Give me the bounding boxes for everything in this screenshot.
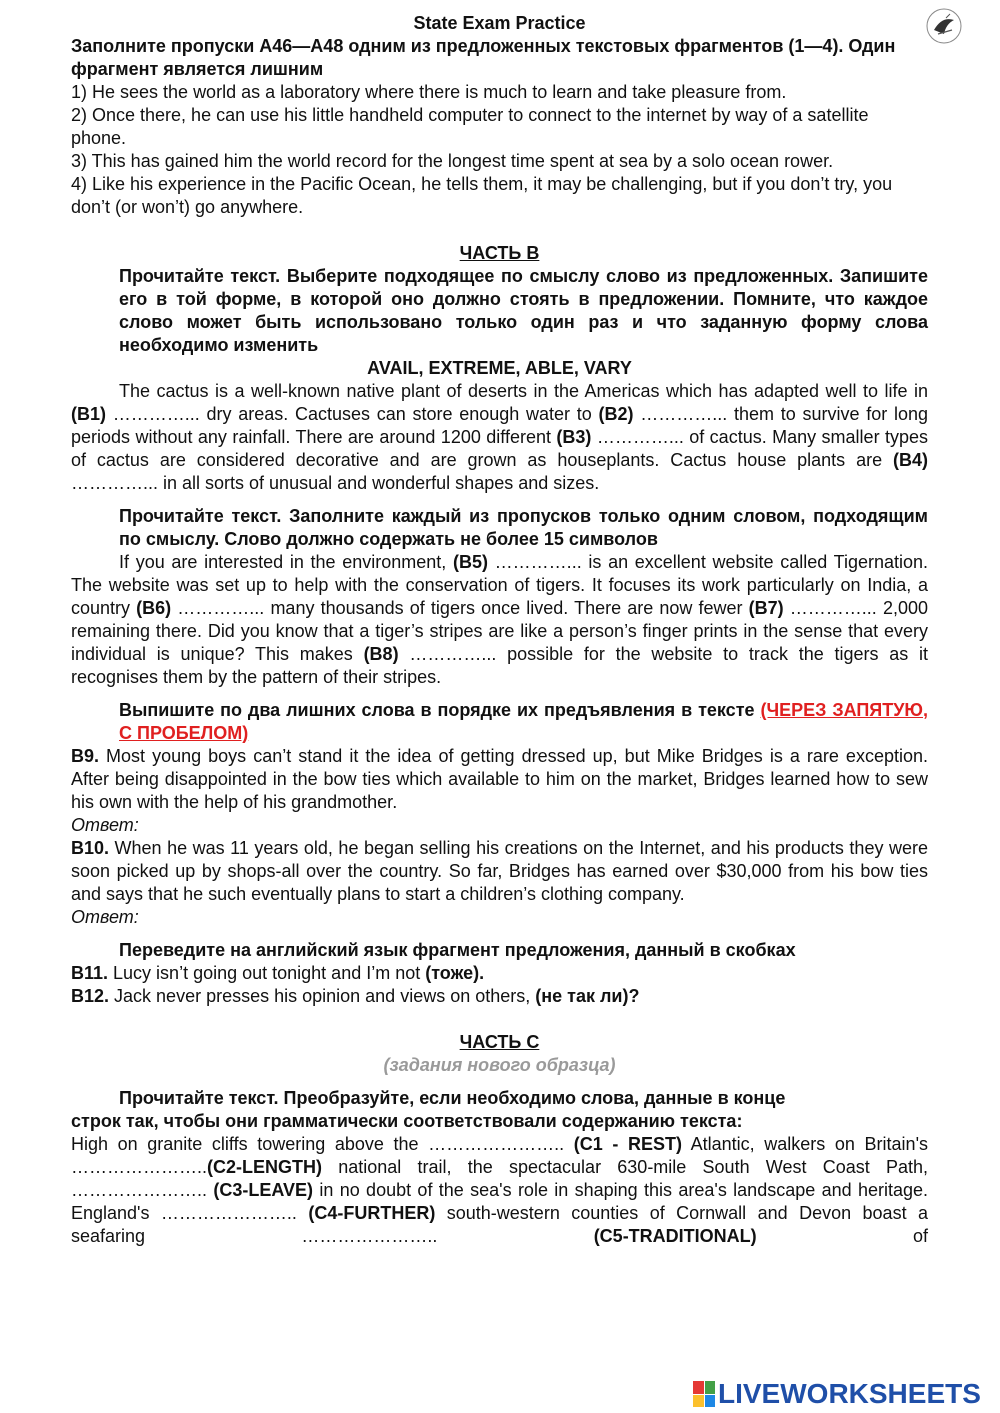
b11-text: Lucy isn’t going out tonight and I’m not <box>108 963 426 983</box>
task2-text-part: …………... many thousands of tigers once lived. There are now fewer <box>171 598 749 618</box>
gap-c2: (C2-LENGTH) <box>207 1157 323 1177</box>
b9-paragraph <box>71 745 928 814</box>
part-b-heading-text: ЧАСТЬ В <box>459 243 540 263</box>
part-c-instruction-line1: Прочитайте текст. Преобразуйте, если необходимо слова, данные в конце <box>119 1088 786 1108</box>
task1-text-part: The cactus is a well-known native plant of deserts in the Americas which has adapted well to life in <box>119 381 928 401</box>
b12-paragraph <box>71 985 928 1008</box>
a-section-instruction: Заполните пропуски А46—А48 одним из предложенных текстовых фрагментов (1—4). Один фрагмент является лишним <box>71 36 896 79</box>
part-c-heading-text: ЧАСТЬ С <box>459 1032 540 1052</box>
task2-text-part: …………... is an excellent website called Tigernation. The website was set up to help with the conservation of tigers. It focuses its work particularly on India, a country <box>71 552 928 618</box>
part-c-text-part: High on granite cliffs towering above the ………………….. <box>71 1134 574 1154</box>
a-option-2: 2) Once there, he can use his little handheld computer to connect to the internet by way of a satellite phone. <box>71 105 869 148</box>
b10-text: When he was 11 years old, he began selling his creations on the Internet, and his products they were soon picked up by shops-all over the country. So far, Bridges has earned over $30,000 from his bow ties and says that he such eventually plans to start a children’s clothing company. <box>71 838 928 904</box>
task3-instruction-text: Выпишите по два лишних слова в порядке их предъявления в тексте <box>119 700 761 720</box>
liveworksheets-badge-icon <box>693 1381 715 1407</box>
part-c-text-part: south-western counties of Cornwall and Devon boast a seafaring ………………….. <box>71 1203 929 1246</box>
task2-text <box>71 551 928 689</box>
task2-instruction: Прочитайте текст. Заполните каждый из пропусков только одним словом, подходящим по смыслу. Слово должно содержать не более 15 символов <box>119 506 928 549</box>
liveworksheets-brand-text: LIVEWORKSHEETS <box>718 1378 981 1409</box>
task2-text-part: If you are interested in the environment, <box>119 552 453 572</box>
gap-b2: (B2) <box>598 404 634 424</box>
b11-bold: (тоже). <box>425 963 485 983</box>
worksheet-content <box>71 12 928 1248</box>
part-c-text-part: in no doubt of the sea's role in shaping this area's landscape and heritage. England's ………………….. <box>71 1180 928 1223</box>
b10-label: B10. <box>71 838 110 858</box>
part-c-text-part: national trail, the spectacular 630-mile South West Coast Path, ………………….. <box>71 1157 928 1200</box>
gap-b3: (B3) <box>556 427 592 447</box>
answer-label-b9: Ответ: <box>71 815 139 835</box>
task1-text-part: …………... of cactus. Many smaller types of cactus are considered decorative and are grown as houseplants. Cactus house plants are <box>71 427 929 470</box>
task1-word-list: AVAIL, EXTREME, ABLE, VARY <box>367 358 632 378</box>
a-option-1: 1) He sees the world as a laboratory where there is much to learn and take pleasure from. <box>71 82 787 102</box>
gap-c5: (C5-TRADITIONAL) <box>593 1226 757 1246</box>
task1-text-part: …………... in all sorts of unusual and wonderful shapes and sizes. <box>71 473 600 493</box>
b11-label: B11. <box>71 963 109 983</box>
b11-paragraph <box>71 962 928 985</box>
school-emblem-icon <box>924 6 964 46</box>
part-c-text-part: Atlantic, walkers on Britain's ………………….. <box>71 1134 929 1177</box>
part-c-subheading: (задания нового образца) <box>383 1055 616 1075</box>
b9-label: B9. <box>71 746 100 766</box>
answer-label-b10: Ответ: <box>71 907 139 927</box>
task1-instruction: Прочитайте текст. Выберите подходящее по смыслу слово из предложенных. Запишите его в той форме, в которой оно должно стоять в предложении. Помните, что каждое слово может быть использовано только один раз и что заданную форму слова необходимо изменить <box>119 266 928 355</box>
gap-b7: (B7) <box>748 598 784 618</box>
a-option-3: 3) This has gained him the world record for the longest time spent at sea by a solo ocean rower. <box>71 151 834 171</box>
b9-text: Most young boys can’t stand it the idea of getting dressed up, but Mike Bridges is a rare exception. After being disappointed in the bow ties which available to him on the market, Bridges learned how to sew his own with the help of his grandmother. <box>71 746 928 812</box>
b12-text: Jack never presses his opinion and views on others, <box>109 986 536 1006</box>
gap-b8: (B8) <box>363 644 399 664</box>
gap-c3: (C3-LEAVE) <box>213 1180 314 1200</box>
task3-instruction-red: (ЧЕРЕЗ ЗАПЯТУЮ, С ПРОБЕЛОМ) <box>119 700 928 743</box>
a-option-4: 4) Like his experience in the Pacific Ocean, he tells them, it may be challenging, but if you don’t try, you don’t (or won’t) go anywhere. <box>71 174 893 217</box>
task3-instruction <box>71 699 928 745</box>
part-c-text-part: of <box>756 1226 928 1246</box>
gap-b4: (B4) <box>893 450 928 470</box>
part-c-text <box>71 1133 928 1248</box>
b12-bold: (не так ли)? <box>535 986 640 1006</box>
task4-instruction: Переведите на английский язык фрагмент предложения, данный в скобках <box>119 940 796 960</box>
task1-text <box>71 380 928 495</box>
page-title: State Exam Practice <box>413 13 586 33</box>
gap-b5: (B5) <box>453 552 488 572</box>
task2-text-part: …………... 2,000 remaining there. Did you know that a tiger’s stripes are like a person’s finger prints in the sense that every individual is unique? This makes <box>71 598 928 664</box>
part-b-heading <box>71 242 928 265</box>
part-c-instruction-line2: строк так, чтобы они грамматически соответствовали содержанию текста: <box>71 1111 743 1131</box>
gap-c4: (C4-FURTHER) <box>308 1203 436 1223</box>
task1-text-part: …………... them to survive for long periods without any rainfall. There are around 1200 different <box>71 404 928 447</box>
part-c-heading <box>71 1031 928 1054</box>
gap-b1: (B1) <box>71 404 106 424</box>
b12-label: B12. <box>71 986 110 1006</box>
task1-text-part: …………... dry areas. Cactuses can store enough water to <box>106 404 599 424</box>
gap-c1: (C1 - REST) <box>573 1134 683 1154</box>
gap-b6: (B6) <box>136 598 172 618</box>
liveworksheets-logo[interactable] <box>693 1378 981 1410</box>
task2-text-part: …………... possible for the website to track the tigers as it recognises them by the pattern of their stripes. <box>71 644 928 687</box>
b10-paragraph <box>71 837 928 906</box>
